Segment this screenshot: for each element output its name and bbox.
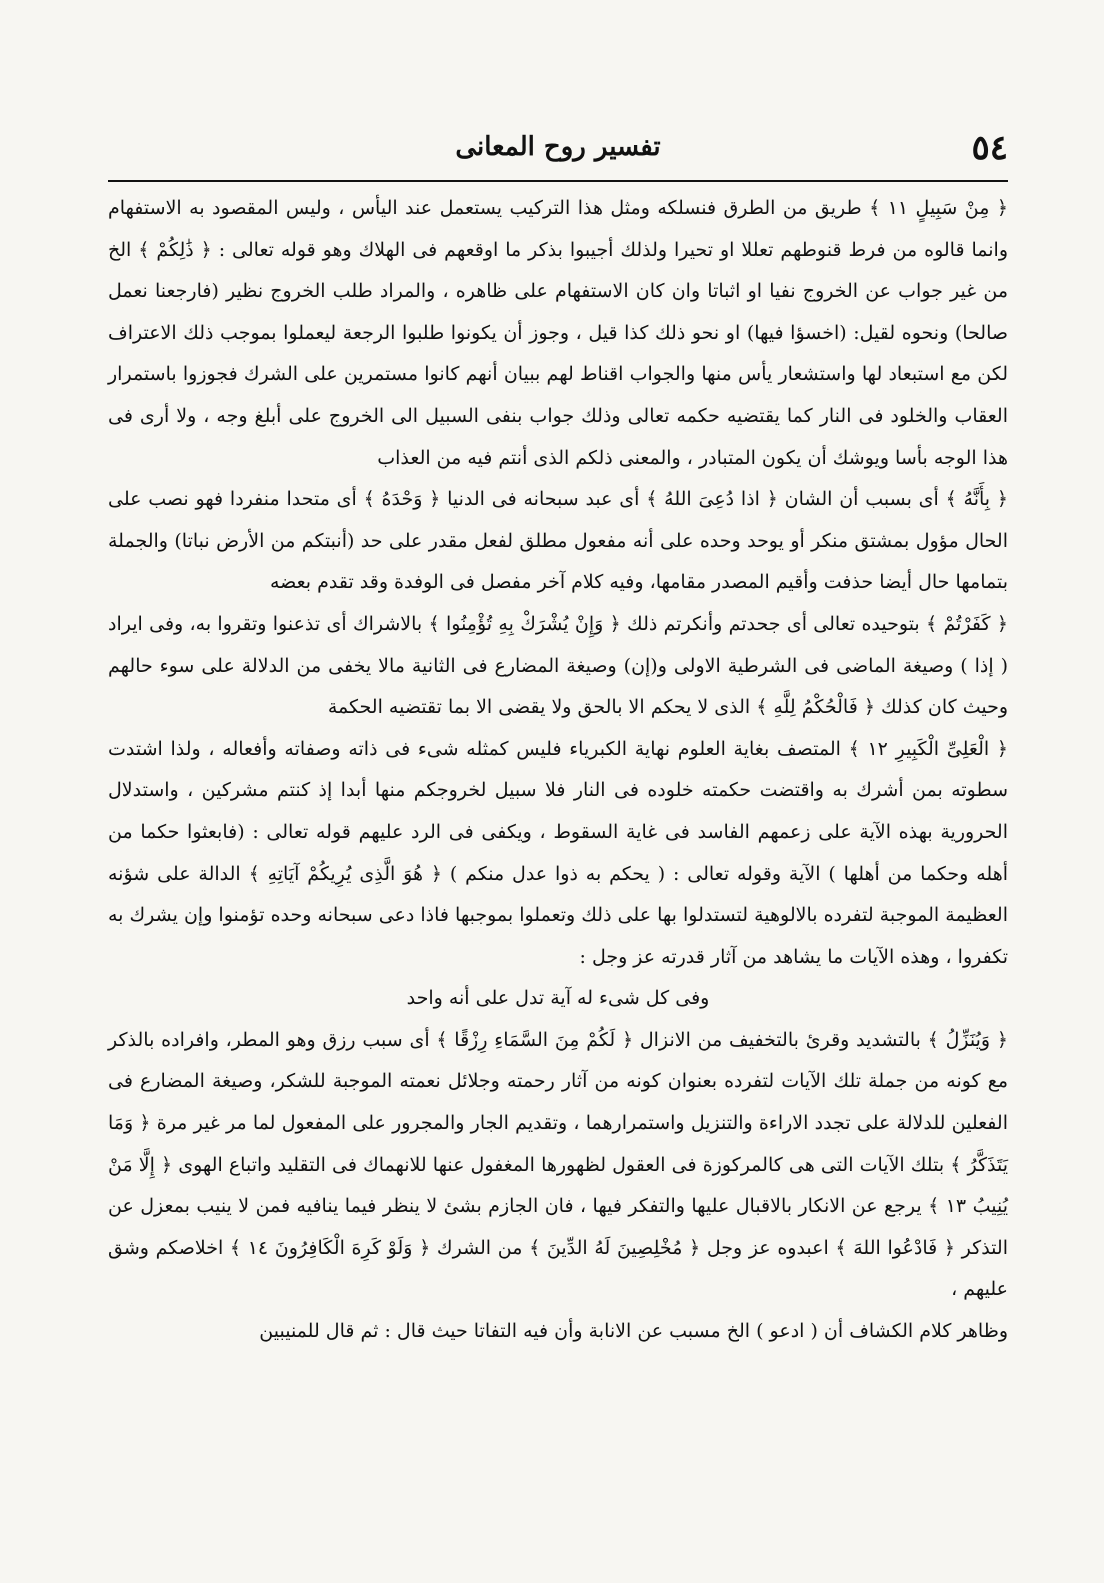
paragraph: ﴿ مِنْ سَبِيلٍ ١١ ﴾ طريق من الطرق فنسلكه ومثل هذا التركيب يستعمل عند اليأس ، وليس المقصود به الاستفهام وانما قالوه من فرط قنوطهم تعللا او تحيرا ولذلك أجيبوا بذكر ما اوقعهم فى الهلاك وهو قوله تعالى : ﴿ ذَٰلِكُمْ ﴾ الخ من غير جواب عن الخروج نفيا او اثباتا وان كان الاستفهام على ظاهره ، والمراد طلب الخروج نظير (فارجعنا نعمل صالحا) ونحوه لقيل: (اخسؤا فيها) او نحو ذلك كذا قيل ، وجوز أن يكونوا طلبوا الرجعة ليعملوا بموجب ذلك الاعتراف لكن مع استبعاد لها واستشعار يأس منها والجواب اقناط لهم ببيان أنهم كانوا مستمرين على الشرك فجوزوا باستمرار العقاب والخلود فى النار كما يقتضيه حكمه تعالى وذلك جواب بنفى السبيل الى الخروج على أبلغ وجه ، ولا أرى فى هذا الوجه بأسا ويوشك أن يكون المتبادر ، والمعنى ذلكم الذى أنتم فيه من العذاب (108, 197, 1008, 469)
paragraph: ﴿ وَيُنَزِّلُ ﴾ بالتشديد وقرئ بالتخفيف من الانزال ﴿ لَكُمْ مِنَ السَّمَاءِ رِزْقًا ﴾ أى سبب رزق وهو المطر، وافراده بالذكر مع كونه من جملة تلك الآيات لتفرده بعنوان كونه من آثار رحمته وجلائل نعمته الموجبة للشكر، وصيغة المضارع فى الفعلين للدلالة على تجدد الاراءة والتنزيل واستمرارهما ، وتقديم الجار والمجرور على المفعول لما مر غير مرة ﴿ وَمَا يَتَذَكَّرُ ﴾ بتلك الآيات التى هى كالمركوزة فى العقول لظهورها المغفول عنها للانهماك فى التقليد واتباع الهوى ﴿ إِلَّا مَنْ يُنِيبُ ١٣ ﴾ يرجع عن الانكار بالاقبال عليها والتفكر فيها ، فان الجازم بشئ لا ينظر فيما ينافيه فمن لا ينيب بمعزل عن التذكر ﴿ فَادْعُوا اللهَ ﴾ اعبدوه عز وجل ﴿ مُخْلِصِينَ لَهُ الدِّينَ ﴾ من الشرك ﴿ وَلَوْ كَرِهَ الْكَافِرُونَ ١٤ ﴾ اخلاصكم وشق عليهم ، (108, 1028, 1009, 1301)
paragraph: ﴿ الْعَلِىِّ الْكَبِيرِ ١٢ ﴾ المتصف بغاية العلوم نهاية الكبرياء فليس كمثله شىء فى ذاته وصفاته وأفعاله ، ولذا اشتدت سطوته بمن أشرك به واقتضت حكمته خلوده فى النار فلا سبيل لخروجكم منها أبدا إذ كنتم مشركين ، واستدلال الحرورية بهذه الآية على زعمهم الفاسد فى غاية السقوط ، ويكفى فى الرد عليهم قوله تعالى : (فابعثوا حكما من أهله وحكما من أهلها ) الآية وقوله تعالى : ( يحكم به ذوا عدل منكم ) ﴿ هُوَ الَّذِى يُرِيكُمْ آيَاتِهِ ﴾ الدالة على شؤنه العظيمة الموجبة لتفرده بالالوهية لتستدلوا بها على ذلك وتعملوا بموجبها فاذا دعى سبحانه وحده تؤمنوا وإن يشرك به تكفروا ، وهذه الآيات ما يشاهد من آثار قدرته عز وجل : (108, 737, 1008, 968)
running-title: تفسير روح المعانى (455, 132, 661, 162)
poetry-verse: وفى كل شىء له آية تدل على أنه واحد (406, 987, 710, 1010)
paragraph: ﴿ بِأَنَّهُ ﴾ أى بسبب أن الشان ﴿ اذا دُعِىَ اللهُ ﴾ أى عبد سبحانه فى الدنيا ﴿ وَحْدَهُ ﴾ أى متحدا منفردا فهو نصب على الحال مؤول بمشتق منكر أو يوحد وحده على أنه مفعول مطلق لفعل مقدر على حد (أنبتكم من الأرض نباتا) والجملة بتمامها حال أيضا حذفت وأقيم المصدر مقامها، وفيه كلام آخر مفصل فى الوفدة وقد تقدم بعضه (108, 488, 1008, 594)
page-body (108, 188, 1008, 1353)
page-number: ٥٤ (971, 128, 1008, 168)
paragraph: ﴿ كَفَرْتُمْ ﴾ بتوحيده تعالى أى جحدتم وأنكرتم ذلك ﴿ وَإِنْ يُشْرَكْ بِهِ تُؤْمِنُوا ﴾ بالاشراك أى تذعنوا وتقروا به، وفى ايراد ( إذا ) وصيغة الماضى فى الشرطية الاولى و(إن) وصيغة المضارع فى الثانية مالا يخفى من الدلالة على سوء حالهم وحيث كان كذلك ﴿ فَالْحُكْمُ لِلَّهِ ﴾ الذى لا يحكم الا بالحق ولا يقضى الا بما تقتضيه الحكمة (108, 612, 1008, 719)
header-rule (108, 180, 1008, 182)
paragraph: وظاهر كلام الكشاف أن ( ادعو ) الخ مسبب عن الانابة وأن فيه التفاتا حيث قال : ثم قال للمنيبين (259, 1320, 1008, 1343)
page-header (108, 128, 1008, 178)
